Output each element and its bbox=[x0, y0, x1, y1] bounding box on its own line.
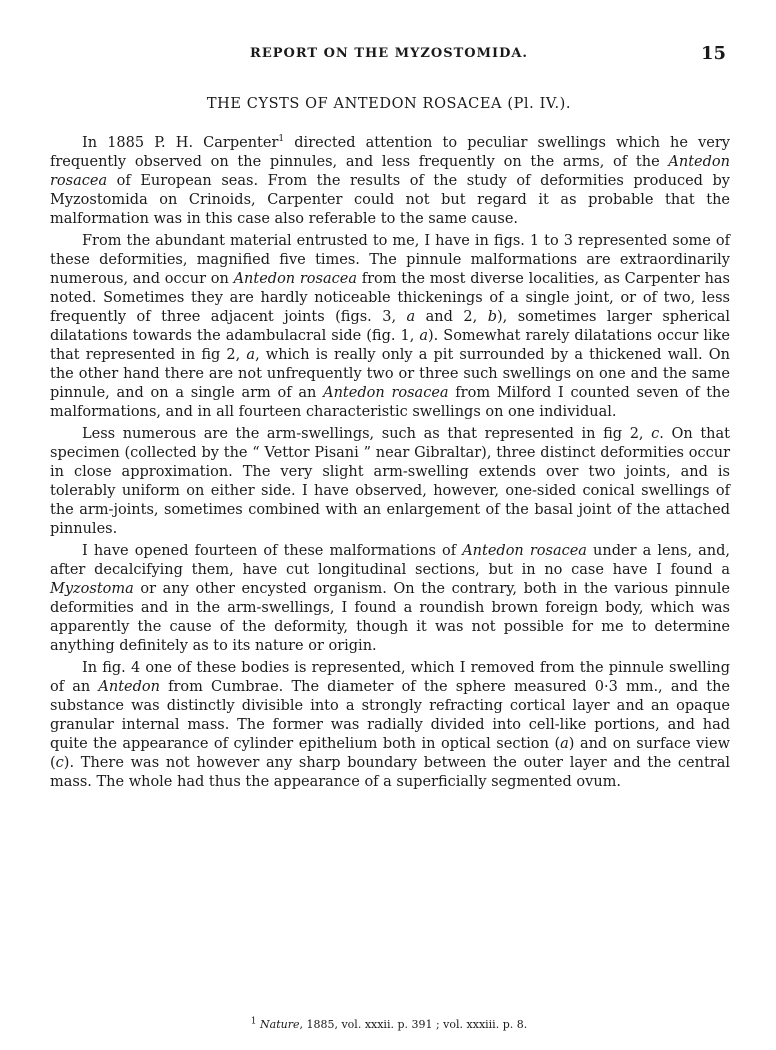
paragraph-3: Less numerous are the arm-swellings, such as that represented in fig 2, c. On that specimen (collected by the “ Vettor Pisani ” near Gibraltar), three distinct deformities occur in close approximation. The very slight arm-swelling extends over two joints, and is tolerably uniform on either side. I have observed, however, one-sided conical swellings of the arm-joints, sometimes combined with an enlargement of the basal joint of the attached pinnules. bbox=[50, 426, 730, 537]
running-head: REPORT ON THE MYZOSTOMIDA. bbox=[250, 46, 528, 61]
page-number: 15 bbox=[700, 43, 726, 64]
paragraph-2: From the abundant material entrusted to me, I have in figs. 1 to 3 represented some of these deformities, magnified five times. The pinnule malformations are extraordinarily numerous, and occur on Antedon rosacea from the most diverse localities, as Carpenter has noted. Sometimes they are hardly noticeable thickenings of a single joint, or of two, less frequently of three adjacent joints (figs. 3, a and 2, b), sometimes larger spherical dilatations towards the adambulacral side (fig. 1, a). Somewhat rarely dilatations occur like that represented in fig 2, a, which is really only a pit surrounded by a thickened wall. On the other hand there are not unfrequently two or three such swellings on one and the same pinnule, and on a single arm of an Antedon rosacea from Milford I counted seven of the malformations, and in all fourteen characteristic swellings on one individual. bbox=[50, 233, 731, 420]
species-name: Antedon rosacea bbox=[50, 154, 730, 189]
paragraph-4: I have opened fourteen of these malformations of Antedon rosacea under a lens, and, after decalcifying them, have cut longitudinal sections, but in no case have I found a Myzostoma or any other encysted organism. On the contrary, both in the various pinnule deformities and in the arm-swellings, I found a roundish brown foreign body, which was apparently the cause of the deformity, though it was not possible for me to determine anything definitely as to its nature or origin. bbox=[50, 543, 730, 654]
footnote-text: , 1885, vol. xxxii. p. 391 ; vol. xxxiii. p. 8. bbox=[299, 1018, 528, 1031]
footnote-journal: Nature bbox=[260, 1018, 300, 1031]
genus-name: Myzostoma bbox=[50, 581, 134, 597]
species-name: Antedon rosacea bbox=[233, 271, 357, 287]
footnote-marker: 1 bbox=[250, 1016, 257, 1027]
genus-name: Antedon bbox=[98, 679, 160, 695]
paragraph-1: In 1885 P. H. Carpenter$^1$ directed attention to peculiar swellings which he very frequently observed on the pinnules, and less frequently on the arms, of the Antedon rosacea of European seas. From the results of the study of deformities produced by Myzostomida on Crinoids, Carpenter could not but regard it as probable that the malformation was in this case also referable to the same cause. bbox=[50, 134, 730, 227]
body-text bbox=[50, 134, 730, 795]
section-title: THE CYSTS OF ANTEDON ROSACEA (Pl. IV.). bbox=[206, 96, 572, 112]
species-name: Antedon rosacea bbox=[323, 385, 449, 401]
footnote-ref: 1 bbox=[278, 134, 285, 145]
footnote bbox=[50, 1018, 728, 1031]
paragraph-5: In fig. 4 one of these bodies is represented, which I removed from the pinnule swelling of an Antedon from Cumbrae. The diameter of the sphere measured 0·3 mm., and the substance was distinctly divisible into a strongly refracting cortical layer and an opaque granular internal mass. The former was radially divided into cell-like portions, and had quite the appearance of cylinder epithelium both in optical section (a) and on surface view (c). There was not however any sharp boundary between the outer layer and the central mass. The whole had thus the appearance of a superficially segmented ovum. bbox=[50, 660, 730, 790]
species-name: Antedon rosacea bbox=[462, 543, 587, 559]
